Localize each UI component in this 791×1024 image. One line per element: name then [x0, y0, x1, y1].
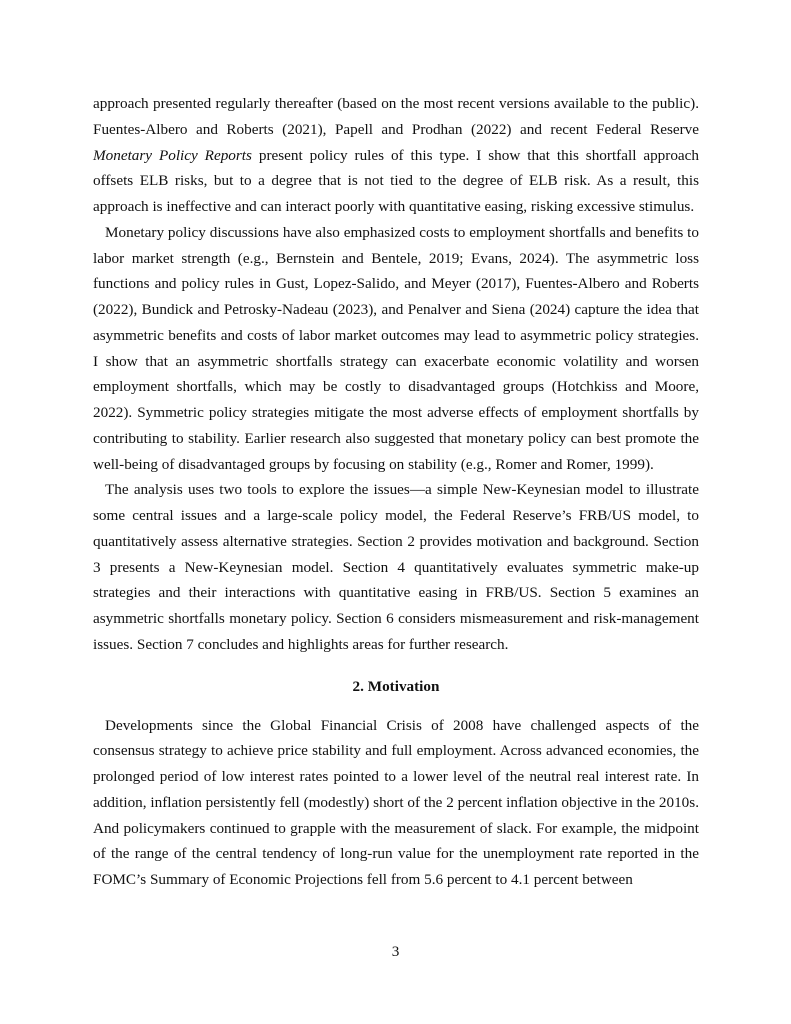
paragraph-1-part-1: approach presented regularly thereafter (based on the most recent versions available to the public). Fuentes-Albero and Roberts (2021), Papell and Prodhan (2022) and recent Federal Reserve	[93, 95, 699, 138]
page-number: 3	[391, 943, 400, 960]
paragraph-motivation: Developments since the Global Financial Crisis of 2008 have challenged aspects of the consensus strategy to achieve price stability and full employment. Across advanced economies, the prolonged period of low interest rates pointed to a lower level of the neutral real interest rate. In addition, inflation persistently fell (modestly) short of the 2 percent inflation objective in the 2010s. And policymakers continued to grapple with the measurement of slack. For example, the midpoint of the range of the central tendency of long-run value for the unemployment rate reported in the FOMC’s Summary of Economic Projections fell from 5.6 percent to 4.1 percent between	[93, 716, 699, 888]
page-body	[93, 91, 699, 893]
paragraph-1-part-2: present policy rules of this type. I show that this shortfall approach offsets ELB risks, but to a degree that is not tied to the degree of ELB risk. As a result, this approach is ineffective and can interact poorly with quantitative easing, risking excessive stimulus.	[93, 146, 699, 215]
paragraph-1-italic-title: Monetary Policy Reports	[93, 146, 252, 164]
paragraph-shortfall-approach	[93, 91, 699, 220]
paragraph-analysis-outline: The analysis uses two tools to explore the issues—a simple New-Keynesian model to illustrate some central issues and a large-scale policy model, the Federal Reserve’s FRB/US model, to quantitatively assess alternative strategies. Section 2 provides motivation and background. Section 3 presents a New-Keynesian model. Section 4 quantitatively evaluates symmetric make-up strategies and their interactions with quantitative easing in FRB/US. Section 5 examines an asymmetric shortfalls monetary policy. Section 6 considers mismeasurement and risk-management issues. Section 7 concludes and highlights areas for further research.	[93, 481, 699, 653]
section-heading-motivation: 2. Motivation	[352, 677, 440, 695]
paragraph-asymmetric-policy: Monetary policy discussions have also emphasized costs to employment shortfalls and benefits to labor market strength (e.g., Bernstein and Bentele, 2019; Evans, 2024). The asymmetric loss functions and policy rules in Gust, Lopez-Salido, and Meyer (2017), Fuentes-Albero and Roberts (2022), Bundick and Petrosky-Nadeau (2023), and Penalver and Siena (2024) capture the idea that asymmetric benefits and costs of labor market outcomes may lead to asymmetric policy strategies. I show that an asymmetric shortfalls strategy can exacerbate economic volatility and worsen employment shortfalls, which may be costly to disadvantaged groups (Hotchkiss and Moore, 2022). Symmetric policy strategies mitigate the most adverse effects of employment shortfalls by contributing to stability. Earlier research also suggested that monetary policy can best promote the well-being of disadvantaged groups by focusing on stability (e.g., Romer and Romer, 1999).	[93, 223, 699, 473]
